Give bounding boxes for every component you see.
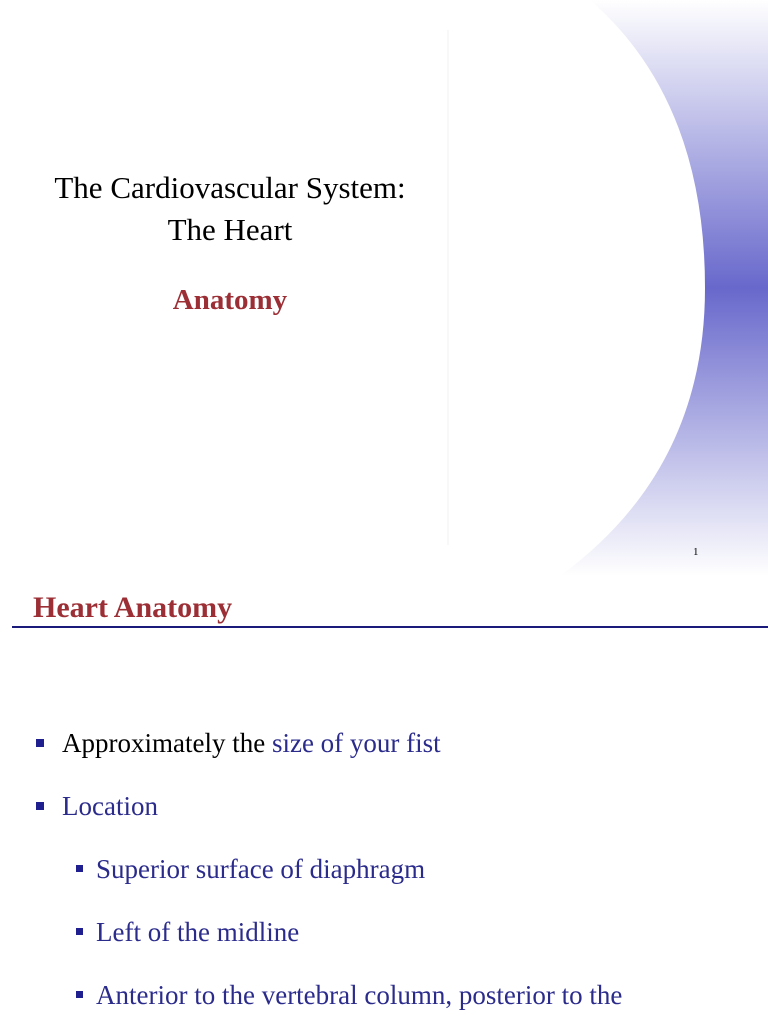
- square-bullet-icon: [76, 991, 83, 998]
- content-slide: [0, 576, 768, 1024]
- square-bullet-icon: [76, 928, 83, 935]
- sub-bullet-item: [76, 852, 425, 886]
- bullet-highlight: size of your fist: [271, 728, 441, 758]
- square-bullet-icon: [76, 865, 83, 872]
- slide-title-line-1: The Cardiovascular System:: [54, 170, 406, 205]
- square-bullet-icon: [36, 802, 44, 810]
- sub-bullet-text: Left of the midline: [96, 917, 300, 947]
- slide-title-line-2: The Heart: [167, 212, 293, 247]
- sub-bullet-text: Superior surface of diaphragm: [96, 854, 426, 884]
- square-bullet-icon: [36, 739, 44, 747]
- bullet-highlight: Location: [62, 791, 158, 821]
- bullet-text: Approximately the: [62, 728, 272, 758]
- slide-heading: Heart Anatomy: [33, 591, 233, 624]
- sub-bullet-item: [76, 915, 299, 949]
- slide-title: [0, 167, 460, 251]
- sub-bullet-text: Anterior to the vertebral column, posterior to the: [96, 980, 623, 1010]
- sub-bullet-item: [76, 978, 622, 1012]
- bullet-item: [36, 789, 158, 823]
- bullet-item: [36, 726, 441, 760]
- heading-divider: [12, 626, 768, 628]
- slide-number: 1: [693, 546, 699, 558]
- slide-subtitle: Anatomy: [172, 284, 288, 316]
